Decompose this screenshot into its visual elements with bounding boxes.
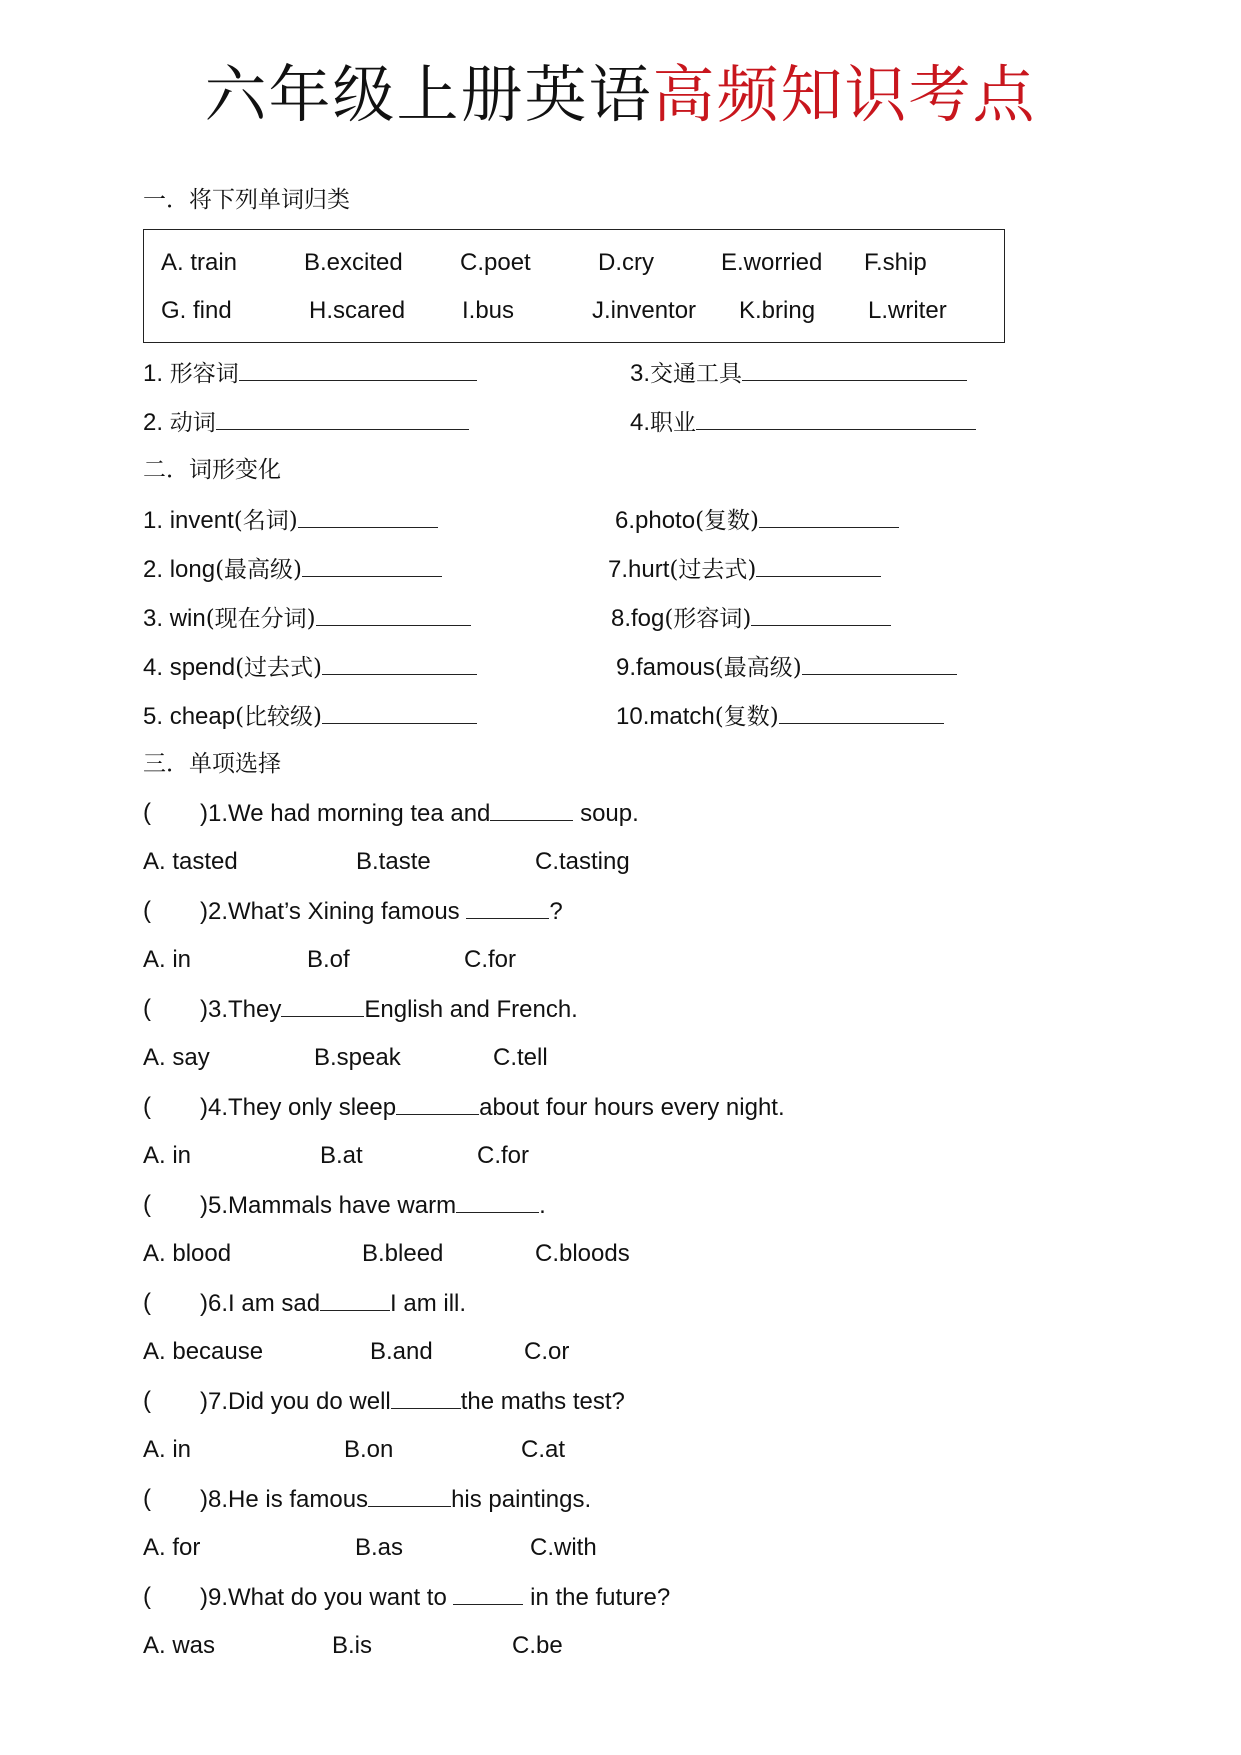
section1-heading: 一．将下列单词归类 [143, 187, 350, 213]
word-form-item: 1. invent(名词) [143, 505, 438, 536]
option-b[interactable]: B.and [370, 1338, 433, 1365]
answer-paren[interactable]: ( [143, 995, 151, 1022]
word-form-item: 5. cheap(比较级) [143, 701, 477, 732]
question-text: )5.Mammals have warm . [200, 1192, 546, 1219]
option-b[interactable]: B.taste [356, 848, 431, 875]
answer-blank[interactable] [466, 896, 549, 919]
answer-blank[interactable] [316, 603, 471, 626]
option-b[interactable]: B.speak [314, 1044, 401, 1071]
answer-blank[interactable] [756, 554, 881, 577]
option-c[interactable]: C.or [524, 1338, 570, 1365]
answer-blank[interactable] [298, 505, 438, 528]
answer-paren[interactable]: ( [143, 1093, 151, 1120]
word-form-item: 6.photo(复数) [615, 505, 899, 536]
option-c[interactable]: C.tell [493, 1044, 548, 1071]
answer-blank[interactable] [456, 1190, 539, 1213]
answer-blank[interactable] [322, 652, 477, 675]
answer-blank[interactable] [696, 407, 976, 430]
category-line: 3.交通工具 [630, 358, 967, 389]
word-item: I.bus [462, 297, 515, 324]
word-item: L.writer [868, 297, 947, 324]
category-line: 4.职业 [630, 407, 976, 438]
question-text: )9.What do you want to in the future? [200, 1584, 671, 1611]
answer-paren[interactable]: ( [143, 1485, 151, 1512]
word-item: F.ship [864, 249, 927, 276]
option-c[interactable]: C.with [530, 1534, 597, 1561]
word-item: D.cry [598, 249, 654, 276]
option-b[interactable]: B.of [307, 946, 350, 973]
word-form-item: 3. win(现在分词) [143, 603, 471, 634]
question-text: )1.We had morning tea and soup. [200, 800, 639, 827]
answer-blank[interactable] [281, 994, 364, 1017]
answer-blank[interactable] [779, 701, 944, 724]
option-a[interactable]: A. blood [143, 1240, 232, 1267]
answer-blank[interactable] [742, 358, 967, 381]
word-item: B.excited [304, 249, 403, 276]
answer-blank[interactable] [396, 1092, 479, 1115]
answer-paren[interactable]: ( [143, 1191, 151, 1218]
option-c[interactable]: C.at [521, 1436, 566, 1463]
section3-heading: 三．单项选择 [143, 751, 281, 777]
answer-paren[interactable]: ( [143, 1289, 151, 1316]
option-a[interactable]: A. in [143, 946, 192, 973]
option-b[interactable]: B.as [355, 1534, 404, 1561]
answer-blank[interactable] [320, 1288, 390, 1311]
answer-blank[interactable] [453, 1582, 523, 1605]
option-c[interactable]: C.for [477, 1142, 530, 1169]
answer-blank[interactable] [751, 603, 891, 626]
option-c[interactable]: C.bloods [535, 1240, 630, 1267]
option-a[interactable]: A. for [143, 1534, 201, 1561]
category-line: 2. 动词 [143, 407, 469, 438]
question-text: )4.They only sleep about four hours every night. [200, 1094, 785, 1121]
answer-blank[interactable] [239, 358, 477, 381]
option-a[interactable]: A. was [143, 1632, 216, 1659]
word-form-item: 2. long(最高级) [143, 554, 442, 585]
question-text: )7.Did you do well the maths test? [200, 1388, 625, 1415]
option-c[interactable]: C.for [464, 946, 517, 973]
category-line: 1. 形容词 [143, 358, 477, 389]
answer-blank[interactable] [759, 505, 899, 528]
word-item: G. find [161, 297, 232, 324]
word-item: C.poet [460, 249, 531, 276]
option-b[interactable]: B.bleed [362, 1240, 444, 1267]
option-a[interactable]: A. tasted [143, 848, 238, 875]
answer-paren[interactable]: ( [143, 1387, 151, 1414]
answer-blank[interactable] [490, 798, 573, 821]
option-a[interactable]: A. because [143, 1338, 264, 1365]
option-a[interactable]: A. in [143, 1142, 192, 1169]
option-b[interactable]: B.on [344, 1436, 394, 1463]
question-text: )3.They English and French. [200, 996, 578, 1023]
option-c[interactable]: C.tasting [535, 848, 630, 875]
word-form-item: 4. spend(过去式) [143, 652, 477, 683]
answer-blank[interactable] [368, 1484, 451, 1507]
page-title [0, 55, 1241, 135]
answer-blank[interactable] [322, 701, 477, 724]
word-item: J.inventor [592, 297, 697, 324]
option-b[interactable]: B.at [320, 1142, 363, 1169]
word-box [143, 229, 1005, 343]
word-item: K.bring [739, 297, 816, 324]
question-text: )6.I am sad I am ill. [200, 1290, 467, 1317]
option-a[interactable]: A. say [143, 1044, 210, 1071]
title-red-part: 高频知识考点 [652, 58, 1037, 131]
word-form-item: 10.match(复数) [616, 701, 944, 732]
section2-heading: 二．词形变化 [143, 457, 281, 483]
answer-blank[interactable] [216, 407, 469, 430]
word-form-item: 8.fog(形容词) [611, 603, 891, 634]
word-item: A. train [161, 249, 238, 276]
word-item: E.worried [721, 249, 823, 276]
option-b[interactable]: B.is [332, 1632, 373, 1659]
answer-paren[interactable]: ( [143, 799, 151, 826]
question-text: )8.He is famous his paintings. [200, 1486, 592, 1513]
word-item: H.scared [309, 297, 406, 324]
answer-paren[interactable]: ( [143, 1583, 151, 1610]
word-form-item: 9.famous(最高级) [616, 652, 957, 683]
question-text: )2.What’s Xining famous ? [200, 898, 563, 925]
answer-blank[interactable] [802, 652, 957, 675]
word-form-item: 7.hurt(过去式) [608, 554, 881, 585]
answer-paren[interactable]: ( [143, 897, 151, 924]
option-c[interactable]: C.be [512, 1632, 563, 1659]
answer-blank[interactable] [302, 554, 442, 577]
title-black-part: 六年级上册英语 [204, 58, 653, 131]
option-a[interactable]: A. in [143, 1436, 192, 1463]
answer-blank[interactable] [391, 1386, 461, 1409]
